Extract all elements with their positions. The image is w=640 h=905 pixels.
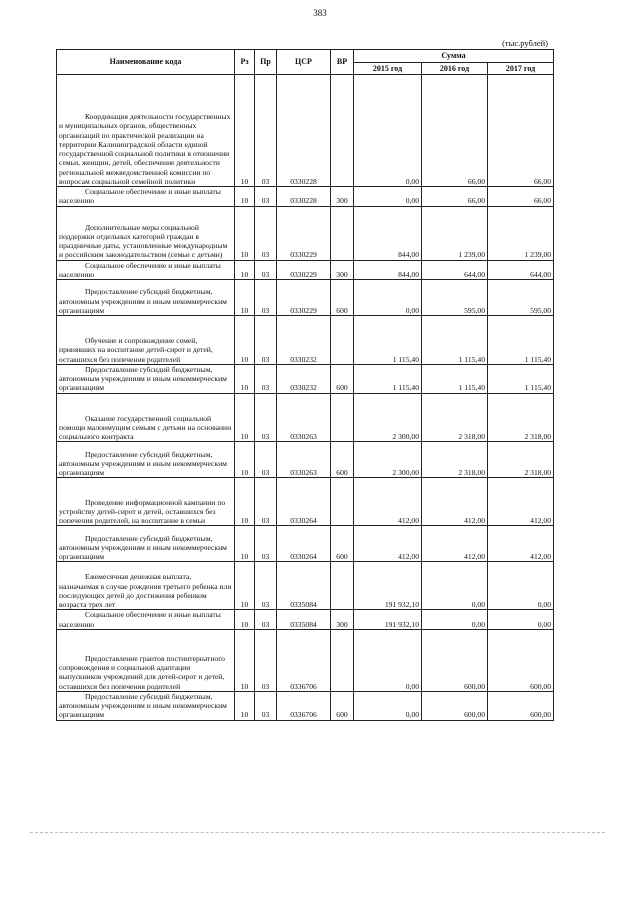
cell-y2015: 191 932,10 — [354, 610, 422, 630]
row-name-cell — [57, 562, 235, 610]
cell-y2015: 1 115,40 — [354, 364, 422, 393]
row-name: Предоставление субсидий бюджетным, автономным учреждениям и иным некоммерческим организациям — [59, 449, 227, 477]
cell-y2016: 1 115,40 — [422, 364, 488, 393]
cell-y2017: 0,00 — [488, 562, 554, 610]
table-row — [57, 442, 554, 478]
cell-vr — [331, 393, 354, 442]
row-name-cell — [57, 280, 235, 316]
cell-pr: 03 — [255, 442, 277, 478]
cell-y2015: 0,00 — [354, 691, 422, 720]
cell-y2017: 2 318,00 — [488, 442, 554, 478]
row-name: Оказание государственной социальной помощи малоимущим семьям с детьми на основании социального контракта — [59, 413, 232, 441]
units-label: (тыс.рублей) — [502, 38, 548, 48]
cell-y2016: 1 115,40 — [422, 316, 488, 365]
cell-y2015: 412,00 — [354, 526, 422, 562]
cell-y2015: 844,00 — [354, 260, 422, 280]
row-name: Предоставление грантов постинтернатного сопровождения и социальной адаптации выпускников учреждений для детей-сирот и детей, оставшихся без попечения родителей — [59, 653, 225, 691]
table-row — [57, 393, 554, 442]
header-pr: Пр — [255, 50, 277, 75]
cell-vr: 300 — [331, 187, 354, 207]
cell-y2015: 844,00 — [354, 206, 422, 260]
row-name: Обучение и сопровождение семей, принявших на воспитание детей-сирот и детей, оставшихся без попечения родителей — [59, 336, 213, 364]
cell-vr: 300 — [331, 610, 354, 630]
cell-y2017: 412,00 — [488, 526, 554, 562]
cell-rz: 10 — [235, 691, 255, 720]
table-row — [57, 364, 554, 393]
row-name: Предоставление субсидий бюджетным, автономным учреждениям и иным некоммерческим организациям — [59, 287, 227, 315]
header-sum: Сумма — [354, 50, 554, 63]
cell-rz: 10 — [235, 562, 255, 610]
table-row — [57, 691, 554, 720]
row-name-cell — [57, 393, 235, 442]
row-name-cell — [57, 478, 235, 526]
cell-y2015: 0,00 — [354, 280, 422, 316]
cell-rz: 10 — [235, 629, 255, 691]
row-name-cell — [57, 364, 235, 393]
cell-pr: 03 — [255, 260, 277, 280]
cell-rz: 10 — [235, 478, 255, 526]
cell-y2016: 66,00 — [422, 75, 488, 187]
cell-y2017: 1 115,40 — [488, 316, 554, 365]
cell-rz: 10 — [235, 526, 255, 562]
cell-vr — [331, 478, 354, 526]
cell-y2016: 595,00 — [422, 280, 488, 316]
row-name: Социальное обеспечение и иные выплаты населению — [59, 260, 221, 279]
row-name-cell — [57, 316, 235, 365]
cell-rz: 10 — [235, 364, 255, 393]
cell-rz: 10 — [235, 206, 255, 260]
row-name-cell — [57, 260, 235, 280]
table-row — [57, 260, 554, 280]
row-name: Предоставление субсидий бюджетным, автономным учреждениям и иным некоммерческим организациям — [59, 691, 227, 720]
cell-y2016: 1 239,00 — [422, 206, 488, 260]
cell-csr: 0330229 — [277, 206, 331, 260]
cell-pr: 03 — [255, 562, 277, 610]
cell-csr: 0336706 — [277, 691, 331, 720]
cell-csr: 0330263 — [277, 393, 331, 442]
cell-pr: 03 — [255, 316, 277, 365]
cell-rz: 10 — [235, 260, 255, 280]
cell-vr — [331, 629, 354, 691]
cell-rz: 10 — [235, 393, 255, 442]
cell-y2016: 600,00 — [422, 629, 488, 691]
cell-csr: 0330263 — [277, 442, 331, 478]
cell-y2017: 66,00 — [488, 187, 554, 207]
cell-y2016: 0,00 — [422, 610, 488, 630]
cell-vr — [331, 316, 354, 365]
cell-y2017: 2 318,00 — [488, 393, 554, 442]
table-row — [57, 526, 554, 562]
cell-vr — [331, 75, 354, 187]
cell-csr: 0330264 — [277, 478, 331, 526]
row-name: Координация деятельности государственных и муниципальных органов, общественных организаций по практической реализации на территории Калининградской области единой государственной социальной политики в отношении семьи, женщин, детей, обеспечение деятельности региональной межведомственной комиссии по вопросам социальной семейной политики — [59, 112, 231, 186]
cell-csr: 0335084 — [277, 610, 331, 630]
cell-y2017: 595,00 — [488, 280, 554, 316]
row-name-cell — [57, 629, 235, 691]
cell-y2017: 600,00 — [488, 629, 554, 691]
table-row — [57, 629, 554, 691]
cell-csr: 0336706 — [277, 629, 331, 691]
row-name-cell — [57, 610, 235, 630]
cell-pr: 03 — [255, 364, 277, 393]
header-csr: ЦСР — [277, 50, 331, 75]
cell-pr: 03 — [255, 629, 277, 691]
cell-vr — [331, 562, 354, 610]
cell-rz: 10 — [235, 187, 255, 207]
cell-y2015: 412,00 — [354, 478, 422, 526]
page-number: 383 — [313, 8, 327, 18]
cell-pr: 03 — [255, 75, 277, 187]
cell-y2017: 0,00 — [488, 610, 554, 630]
cell-pr: 03 — [255, 393, 277, 442]
header-name: Наименование кода — [57, 50, 235, 75]
cell-y2016: 412,00 — [422, 526, 488, 562]
cell-vr: 600 — [331, 442, 354, 478]
cell-y2016: 412,00 — [422, 478, 488, 526]
header-2017: 2017 год — [488, 63, 554, 75]
cell-y2015: 1 115,40 — [354, 316, 422, 365]
cell-y2016: 644,00 — [422, 260, 488, 280]
header-vr: ВР — [331, 50, 354, 75]
cell-vr — [331, 206, 354, 260]
table-row — [57, 478, 554, 526]
cell-y2016: 600,00 — [422, 691, 488, 720]
cell-vr: 600 — [331, 526, 354, 562]
cell-csr: 0330229 — [277, 260, 331, 280]
cell-pr: 03 — [255, 526, 277, 562]
row-name: Ежемесячная денежная выплата, назначаемая в случае рождения третьего ребенка или последующих детей до достижения ребенком возраста трех лет — [59, 572, 232, 609]
header-2016: 2016 год — [422, 63, 488, 75]
cell-y2016: 2 318,00 — [422, 442, 488, 478]
page-bottom-rule — [30, 832, 605, 833]
cell-pr: 03 — [255, 610, 277, 630]
cell-y2017: 600,00 — [488, 691, 554, 720]
header-rz: Рз — [235, 50, 255, 75]
table-row — [57, 75, 554, 187]
table-row — [57, 316, 554, 365]
cell-csr: 0330264 — [277, 526, 331, 562]
row-name-cell — [57, 442, 235, 478]
cell-y2017: 66,00 — [488, 75, 554, 187]
cell-rz: 10 — [235, 75, 255, 187]
row-name-cell — [57, 75, 235, 187]
table-row — [57, 187, 554, 207]
budget-table — [56, 49, 554, 721]
cell-csr: 0330229 — [277, 280, 331, 316]
cell-vr: 600 — [331, 280, 354, 316]
cell-y2015: 0,00 — [354, 187, 422, 207]
cell-csr: 0335084 — [277, 562, 331, 610]
header-2015: 2015 год — [354, 63, 422, 75]
cell-y2015: 2 300,00 — [354, 393, 422, 442]
row-name-cell — [57, 187, 235, 207]
cell-y2015: 0,00 — [354, 75, 422, 187]
table-row — [57, 206, 554, 260]
cell-pr: 03 — [255, 280, 277, 316]
row-name-cell — [57, 691, 235, 720]
cell-pr: 03 — [255, 187, 277, 207]
table-row — [57, 610, 554, 630]
row-name: Предоставление субсидий бюджетным, автономным учреждениям и иным некоммерческим организациям — [59, 533, 227, 561]
cell-y2017: 644,00 — [488, 260, 554, 280]
cell-csr: 0330228 — [277, 187, 331, 207]
row-name: Предоставление субсидий бюджетным, автономным учреждениям и иным некоммерческим организациям — [59, 364, 227, 393]
table-row — [57, 280, 554, 316]
cell-pr: 03 — [255, 478, 277, 526]
cell-rz: 10 — [235, 280, 255, 316]
cell-y2015: 2 300,00 — [354, 442, 422, 478]
cell-pr: 03 — [255, 206, 277, 260]
table-row — [57, 562, 554, 610]
row-name: Проведение информационной кампании по устройству детей-сирот и детей, оставшихся без попечения родителей, на воспитание в семьи — [59, 497, 226, 525]
cell-y2016: 66,00 — [422, 187, 488, 207]
cell-y2017: 412,00 — [488, 478, 554, 526]
cell-y2016: 0,00 — [422, 562, 488, 610]
cell-y2016: 2 318,00 — [422, 393, 488, 442]
cell-vr: 600 — [331, 691, 354, 720]
table-body — [57, 75, 554, 721]
row-name-cell — [57, 526, 235, 562]
cell-y2017: 1 115,40 — [488, 364, 554, 393]
row-name: Социальное обеспечение и иные выплаты населению — [59, 187, 221, 206]
cell-vr: 600 — [331, 364, 354, 393]
cell-y2015: 0,00 — [354, 629, 422, 691]
cell-y2015: 191 932,10 — [354, 562, 422, 610]
cell-vr: 300 — [331, 260, 354, 280]
cell-y2017: 1 239,00 — [488, 206, 554, 260]
row-name-cell — [57, 206, 235, 260]
cell-csr: 0330232 — [277, 316, 331, 365]
cell-rz: 10 — [235, 442, 255, 478]
cell-pr: 03 — [255, 691, 277, 720]
cell-csr: 0330228 — [277, 75, 331, 187]
row-name: Социальное обеспечение и иные выплаты населению — [59, 610, 221, 629]
cell-rz: 10 — [235, 316, 255, 365]
row-name: Дополнительные меры социальной поддержки отдельных категорий граждан в праздничные даты, установленные международным и российским законодательством (семьи с детьми) — [59, 222, 228, 260]
cell-csr: 0330232 — [277, 364, 331, 393]
cell-rz: 10 — [235, 610, 255, 630]
